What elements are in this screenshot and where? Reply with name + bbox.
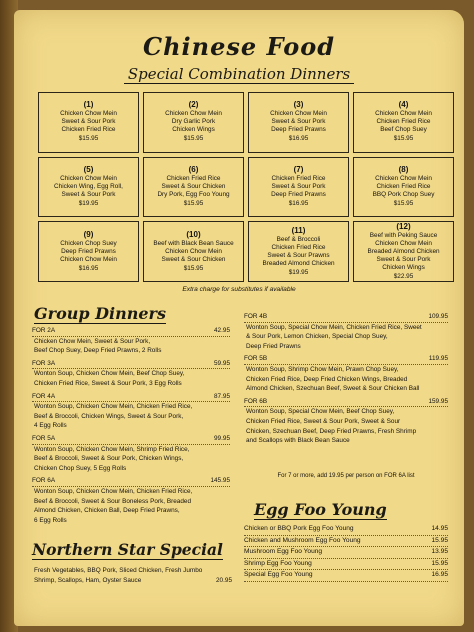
combo-cell	[353, 92, 454, 153]
combo-item: Breaded Almond Chicken	[262, 259, 335, 267]
combo-number: (10)	[186, 229, 201, 239]
combo-item: BBQ Pork Chop Suey	[372, 190, 435, 198]
group-dinner-header-row	[32, 359, 230, 370]
egg-item-price: 14.95	[431, 525, 448, 532]
combo-number: (2)	[188, 100, 199, 110]
group-dinner-header-row	[32, 476, 230, 487]
egg-item-price: 15.95	[431, 559, 448, 567]
group-dinner-desc: Wonton Soup, Chicken Chow Mein, Beef Chop Suey,	[34, 370, 185, 378]
combo-item: Sweet & Sour Prawns	[267, 251, 330, 259]
combo-price: $16.95	[78, 264, 99, 272]
combo-item: Chicken Wings	[382, 263, 425, 271]
northern-line-1: Fresh Vegetables, BBQ Pork, Sliced Chicken, Fresh Jumbo	[34, 567, 203, 574]
egg-item-label: Special Egg Foo Young	[244, 571, 313, 579]
combo-item: Chicken Chow Mein	[165, 110, 222, 118]
combo-item: Sweet & Sour Pork	[271, 182, 326, 190]
combo-item: Sweet & Sour Pork	[61, 118, 116, 126]
combo-cell	[38, 157, 139, 218]
group-dinner-label: FOR 3A	[32, 359, 56, 367]
combo-number: (3)	[293, 100, 304, 110]
combo-price: $19.95	[78, 199, 99, 207]
combo-item: Chicken Fried Rice	[271, 174, 326, 182]
group-dinner-desc: Wonton Soup, Chicken Chow Mein, Shrimp Fried Rice,	[34, 445, 190, 453]
combo-item: Sweet & Sour Pork	[271, 118, 326, 126]
group-dinner-entry	[32, 326, 230, 356]
combo-cell	[38, 221, 139, 282]
egg-foo-young-item	[244, 536, 448, 548]
combo-price: $19.95	[288, 268, 309, 276]
combo-price: $15.95	[183, 135, 204, 143]
combo-cell	[353, 157, 454, 218]
group-dinner-desc: Beef & Broccoli, Sweet & Sour Pork, Chicken Wings,	[34, 455, 184, 463]
combo-item: Sweet & Sour Pork	[61, 190, 116, 198]
combo-number: (7)	[293, 164, 304, 174]
combo-item: Chicken Fried Rice	[376, 118, 431, 126]
combo-number: (5)	[83, 164, 94, 174]
combo-item: Deep Fried Prawns	[61, 247, 116, 255]
group-dinner-entry	[32, 359, 230, 389]
group-dinner-price: 87.95	[214, 392, 230, 400]
combo-cell	[248, 157, 349, 218]
combo-item: Chicken Fried Rice	[271, 243, 326, 251]
group-dinner-desc: Almond Chicken, Chicken Ball, Deep Fried Prawns,	[34, 507, 180, 515]
combo-item: Beef & Broccoli	[276, 235, 321, 243]
group-dinner-header-row	[244, 397, 448, 408]
group-dinner-desc: Chicken, Szechuan Beef, Deep Fried Prawns, Fresh Shrimp	[246, 427, 417, 435]
group-dinner-entry	[32, 476, 230, 525]
egg-foo-young-item	[244, 547, 448, 559]
group-dinner-price: 59.95	[214, 359, 230, 367]
group-dinner-header-row	[32, 326, 230, 337]
combo-item: Beef Chop Suey	[380, 126, 427, 134]
combo-item: Chicken Chow Mein	[60, 174, 117, 182]
combo-item: Chicken Fried Rice	[61, 126, 116, 134]
group-dinner-desc: and Scallops with Black Bean Sauce	[246, 437, 350, 445]
group-dinner-desc: 6 Egg Rolls	[34, 516, 67, 524]
combination-grid	[38, 92, 454, 282]
page-title: Chinese Food	[142, 32, 336, 61]
combo-item: Chicken Chow Mein	[375, 239, 432, 247]
group-dinner-price: 159.95	[428, 397, 448, 405]
northern-star-title: Northern Star Special	[32, 540, 223, 559]
group-dinner-header-row	[32, 392, 230, 403]
combo-number: (6)	[188, 164, 199, 174]
group-dinner-entry	[32, 434, 230, 473]
group-dinner-price: 99.95	[214, 434, 230, 442]
group-dinner-desc: Wonton Soup, Special Chow Mein, Chicken Fried Rice, Sweet	[246, 323, 422, 331]
northern-star-desc	[32, 566, 232, 585]
group-dinner-desc: Chicken Fried Rice, Deep Fried Chicken Wings, Breaded	[246, 375, 408, 383]
combo-number: (9)	[83, 229, 94, 239]
group-dinner-desc: Chicken Fried Rice, Sweet & Sour Pork, Sweet & Sour	[246, 417, 401, 425]
egg-foo-young-item	[244, 524, 448, 536]
combo-item: Deep Fried Prawns	[271, 126, 326, 134]
combo-item: Chicken Wing, Egg Roll,	[54, 182, 123, 190]
combo-cell	[143, 157, 244, 218]
combo-number: (11)	[291, 225, 306, 235]
group-dinner-label: FOR 6A	[32, 477, 56, 485]
page-subtitle	[14, 65, 464, 83]
group-dinner-desc: 4 Egg Rolls	[34, 422, 67, 430]
group-dinner-label: FOR 2A	[32, 327, 56, 334]
menu-page	[14, 10, 464, 626]
combo-price: $16.95	[288, 199, 309, 207]
combo-item: Sweet & Sour Chicken	[161, 255, 226, 263]
combo-price: $15.95	[393, 199, 414, 207]
northern-line-2: Shrimp, Scallops, Ham, Oyster Sauce	[34, 576, 142, 584]
combo-number: (4)	[398, 100, 409, 110]
group-dinner-desc: Wonton Soup, Shrimp Chow Mein, Prawn Chop Suey,	[246, 365, 399, 373]
combo-item: Chicken Chow Mein	[375, 174, 432, 182]
egg-foo-young-title: Egg Foo Young	[254, 500, 387, 519]
group-dinner-desc: Deep Fried Prawns	[246, 342, 301, 350]
group-right-column	[244, 312, 448, 449]
egg-foo-young-list	[244, 524, 448, 582]
group-dinner-desc: Wonton Soup, Chicken Chow Mein, Chicken Fried Rice,	[34, 487, 193, 495]
combo-cell	[248, 92, 349, 153]
egg-item-price: 16.95	[431, 571, 448, 579]
egg-item-label: Mushroom Egg Foo Young	[244, 548, 323, 556]
northern-star-heading	[32, 540, 223, 559]
combo-item: Chicken Chow Mein	[60, 255, 117, 263]
egg-foo-young-item	[244, 559, 448, 571]
combo-item: Chicken Fried Rice	[166, 174, 221, 182]
northern-line-2-row	[32, 576, 232, 586]
combo-item: Chicken Wings	[172, 126, 215, 134]
combo-item: Chicken Chop Suey	[60, 239, 117, 247]
group-dinner-label: FOR 6B	[244, 397, 268, 405]
group-dinner-header-row	[244, 354, 448, 365]
group-dinner-label: FOR 5B	[244, 355, 268, 363]
group-dinner-desc: Beef & Broccoli, Sweet & Sour Boneless Pork, Breaded	[34, 497, 192, 505]
combo-item: Chicken Chow Mein	[375, 110, 432, 118]
northern-price: 20.95	[216, 576, 232, 584]
combo-item: Breaded Almond Chicken	[367, 247, 440, 255]
combo-cell	[38, 92, 139, 153]
egg-item-label: Shrimp Egg Foo Young	[244, 559, 312, 567]
group-dinner-desc: Beef & Broccoli, Chicken Wings, Sweet & Sour Pork,	[34, 412, 184, 420]
combo-item: Chicken Chow Mein	[270, 110, 327, 118]
combo-number: (12)	[396, 221, 411, 231]
egg-item-label: Chicken or BBQ Pork Egg Foo Young	[244, 525, 354, 532]
combo-number: (1)	[83, 100, 94, 110]
group-dinner-entry	[32, 392, 230, 431]
egg-item-price: 15.95	[431, 536, 448, 544]
group-note: For 7 or more, add 19.95 per person on FOR 6A list	[277, 473, 415, 479]
combo-cell	[143, 221, 244, 282]
combo-item: Dry Garlic Pork	[171, 118, 216, 126]
group-left-column	[32, 326, 230, 528]
combo-number: (8)	[398, 164, 409, 174]
substitute-note: Extra charge for substitutes if available	[182, 286, 296, 293]
combo-price: $15.95	[183, 264, 204, 272]
combo-item: Dry Pork, Egg Foo Young	[157, 190, 230, 198]
group-dinner-desc: Chicken Chow Mein, Sweet & Sour Pork,	[34, 337, 151, 345]
combo-item: Beef with Black Bean Sauce	[153, 239, 234, 247]
group-dinner-price: 42.95	[214, 327, 230, 334]
group-dinner-label: FOR 4A	[32, 392, 56, 400]
combo-price: $15.95	[183, 199, 204, 207]
combo-item: Sweet & Sour Pork	[376, 255, 431, 263]
group-dinners-heading	[34, 304, 166, 323]
group-dinner-price: 145.95	[210, 477, 230, 485]
group-dinners-title: Group Dinners	[34, 304, 166, 323]
combo-price: $22.95	[393, 272, 414, 280]
combo-price: $16.95	[288, 135, 309, 143]
combo-cell	[248, 221, 349, 282]
egg-foo-young-item	[244, 570, 448, 582]
group-dinner-entry	[244, 312, 448, 351]
combo-cell	[353, 221, 454, 282]
combo-cell	[143, 92, 244, 153]
group-dinner-desc: & Sour Pork, Lemon Chicken, Special Chop Suey,	[246, 333, 388, 341]
group-dinner-entry	[244, 397, 448, 446]
combo-price: $15.95	[393, 135, 414, 143]
group-dinner-desc: Almond Chicken, Szechuan Beef, Sweet & Sour Chicken Ball	[246, 385, 420, 393]
combo-item: Beef with Peking Sauce	[369, 231, 438, 239]
subtitle-text: Special Combination Dinners	[124, 65, 354, 84]
group-dinner-desc: Wonton Soup, Special Chow Mein, Beef Chop Suey,	[246, 408, 395, 416]
egg-item-label: Chicken and Mushroom Egg Foo Young	[244, 536, 361, 544]
egg-item-price: 13.95	[431, 548, 448, 556]
combo-item: Chicken Chow Mein	[165, 247, 222, 255]
group-dinner-header-row	[244, 312, 448, 323]
group-dinner-header-row	[32, 434, 230, 445]
group-dinner-entry	[244, 354, 448, 393]
combo-price: $15.95	[78, 135, 99, 143]
group-dinner-price: 119.95	[428, 355, 448, 363]
group-dinner-price: 109.95	[428, 313, 448, 320]
group-dinner-desc: Chicken Fried Rice, Sweet & Sour Pork, 3 Egg Rolls	[34, 379, 182, 387]
egg-foo-young-heading	[254, 500, 387, 519]
combo-item: Deep Fried Prawns	[271, 190, 326, 198]
group-dinner-label: FOR 4B	[244, 313, 268, 320]
combo-item: Chicken Chow Mein	[60, 110, 117, 118]
group-dinner-desc: Chicken Chop Suey, 5 Egg Rolls	[34, 464, 127, 472]
combo-item: Sweet & Sour Chicken	[161, 182, 226, 190]
group-dinner-label: FOR 5A	[32, 434, 56, 442]
combo-item: Chicken Fried Rice	[376, 182, 431, 190]
group-dinner-desc: Beef Chop Suey, Deep Fried Prawns, 2 Rolls	[34, 347, 162, 355]
group-dinner-desc: Wonton Soup, Chicken Chow Mein, Chicken Fried Rice,	[34, 403, 193, 411]
